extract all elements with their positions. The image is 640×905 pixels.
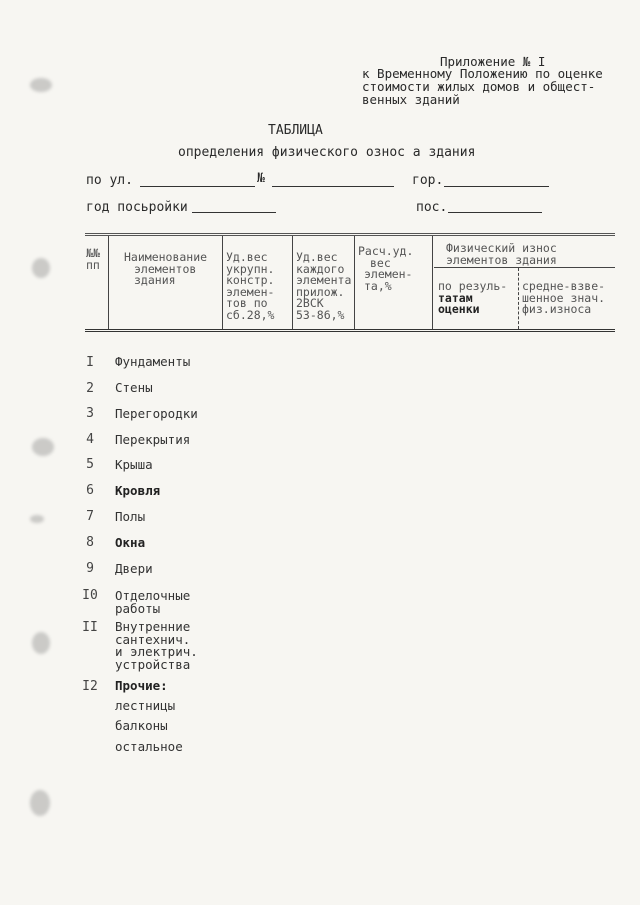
col-wear-average-header: средне-взве- шенное знач. физ.износа — [522, 279, 606, 316]
row-number: 8 — [86, 535, 94, 550]
col6-split-rule — [434, 267, 615, 268]
row-number: 2 — [86, 381, 94, 396]
row-number: 3 — [86, 406, 94, 421]
scan-smudge — [32, 438, 54, 456]
annex-line-2: к Временному Положению по оценке — [362, 66, 603, 81]
col-divider — [292, 236, 293, 329]
scan-smudge — [32, 632, 50, 654]
page-title: ТАБЛИЦА — [268, 123, 323, 138]
row-number: 9 — [86, 561, 94, 576]
col-divider — [222, 236, 223, 329]
scan-smudge — [30, 790, 50, 816]
col-element-weight-header: Уд.вес каждого элемента прилож. 2ВСК 53-86,% — [296, 250, 352, 322]
row-name: Кровля — [115, 483, 161, 498]
year-label: год посьройки — [86, 200, 188, 215]
row-number: 5 — [86, 457, 94, 472]
page-subtitle: определения физического ознос а здания — [178, 145, 476, 160]
col-divider — [108, 236, 109, 329]
col-divider — [518, 268, 519, 329]
row-number: 7 — [86, 509, 94, 524]
table-top-rule — [85, 233, 615, 234]
col-wear-header: Физический износ элементов здания — [446, 241, 557, 267]
row-name: Перекрытия — [115, 432, 191, 447]
col-divider — [432, 236, 433, 329]
row-number: 4 — [86, 432, 94, 447]
annex-line-1: Приложение № I — [440, 54, 546, 69]
row-name: Полы — [115, 509, 146, 524]
number-blank — [272, 186, 394, 187]
table-bottom-rule-2 — [85, 331, 615, 332]
row-name: Окна — [115, 535, 146, 550]
row-name: Прочие: — [115, 678, 168, 693]
row-name: Фундаменты — [115, 354, 191, 369]
row-name: Отделочные работы — [115, 588, 191, 616]
table-bottom-rule — [85, 329, 615, 330]
annex-line-3: стоимости жилых домов и общест- — [362, 79, 596, 94]
settlement-label: пос. — [416, 200, 448, 215]
row-name: Стены — [115, 380, 153, 395]
row-number: 6 — [86, 483, 94, 498]
street-blank — [140, 186, 255, 187]
col-name-header: Наименование элементов здания — [124, 250, 208, 287]
col-calc-weight-header: Расч.уд. вес элемен- та,% — [358, 244, 414, 293]
scan-smudge — [32, 258, 50, 278]
row-name: Двери — [115, 561, 153, 576]
city-label: гор. — [412, 173, 444, 188]
city-blank — [444, 186, 549, 187]
col-weight-header: Уд.вес укрупн. констр. элемен- тов по сб.28,% — [226, 250, 275, 322]
subitem-balconies: балконы — [115, 718, 168, 733]
annex-line-4: венных зданий — [362, 92, 460, 107]
scan-smudge — [30, 78, 52, 92]
row-number: I — [86, 355, 94, 370]
subitem-stairs: лестницы — [115, 698, 176, 713]
scan-smudge — [30, 515, 44, 523]
col-divider — [354, 236, 355, 329]
number-label: № — [257, 171, 265, 186]
col-num-header: №№ пп — [86, 246, 100, 272]
settlement-blank — [448, 212, 542, 213]
row-name: Крыша — [115, 457, 153, 472]
row-number: I0 — [82, 588, 98, 603]
row-number: I2 — [82, 679, 98, 694]
row-name: Внутренние сантехнич. и электрич. устройства — [115, 619, 198, 672]
row-number: II — [82, 620, 98, 635]
subitem-other: остальное — [115, 739, 183, 754]
row-name: Перегородки — [115, 406, 198, 421]
year-blank — [192, 212, 276, 213]
col-wear-assessment-header: по резуль- татам оценки — [438, 279, 508, 316]
table-top-rule-2 — [85, 235, 615, 236]
street-label: по ул. — [86, 173, 133, 188]
